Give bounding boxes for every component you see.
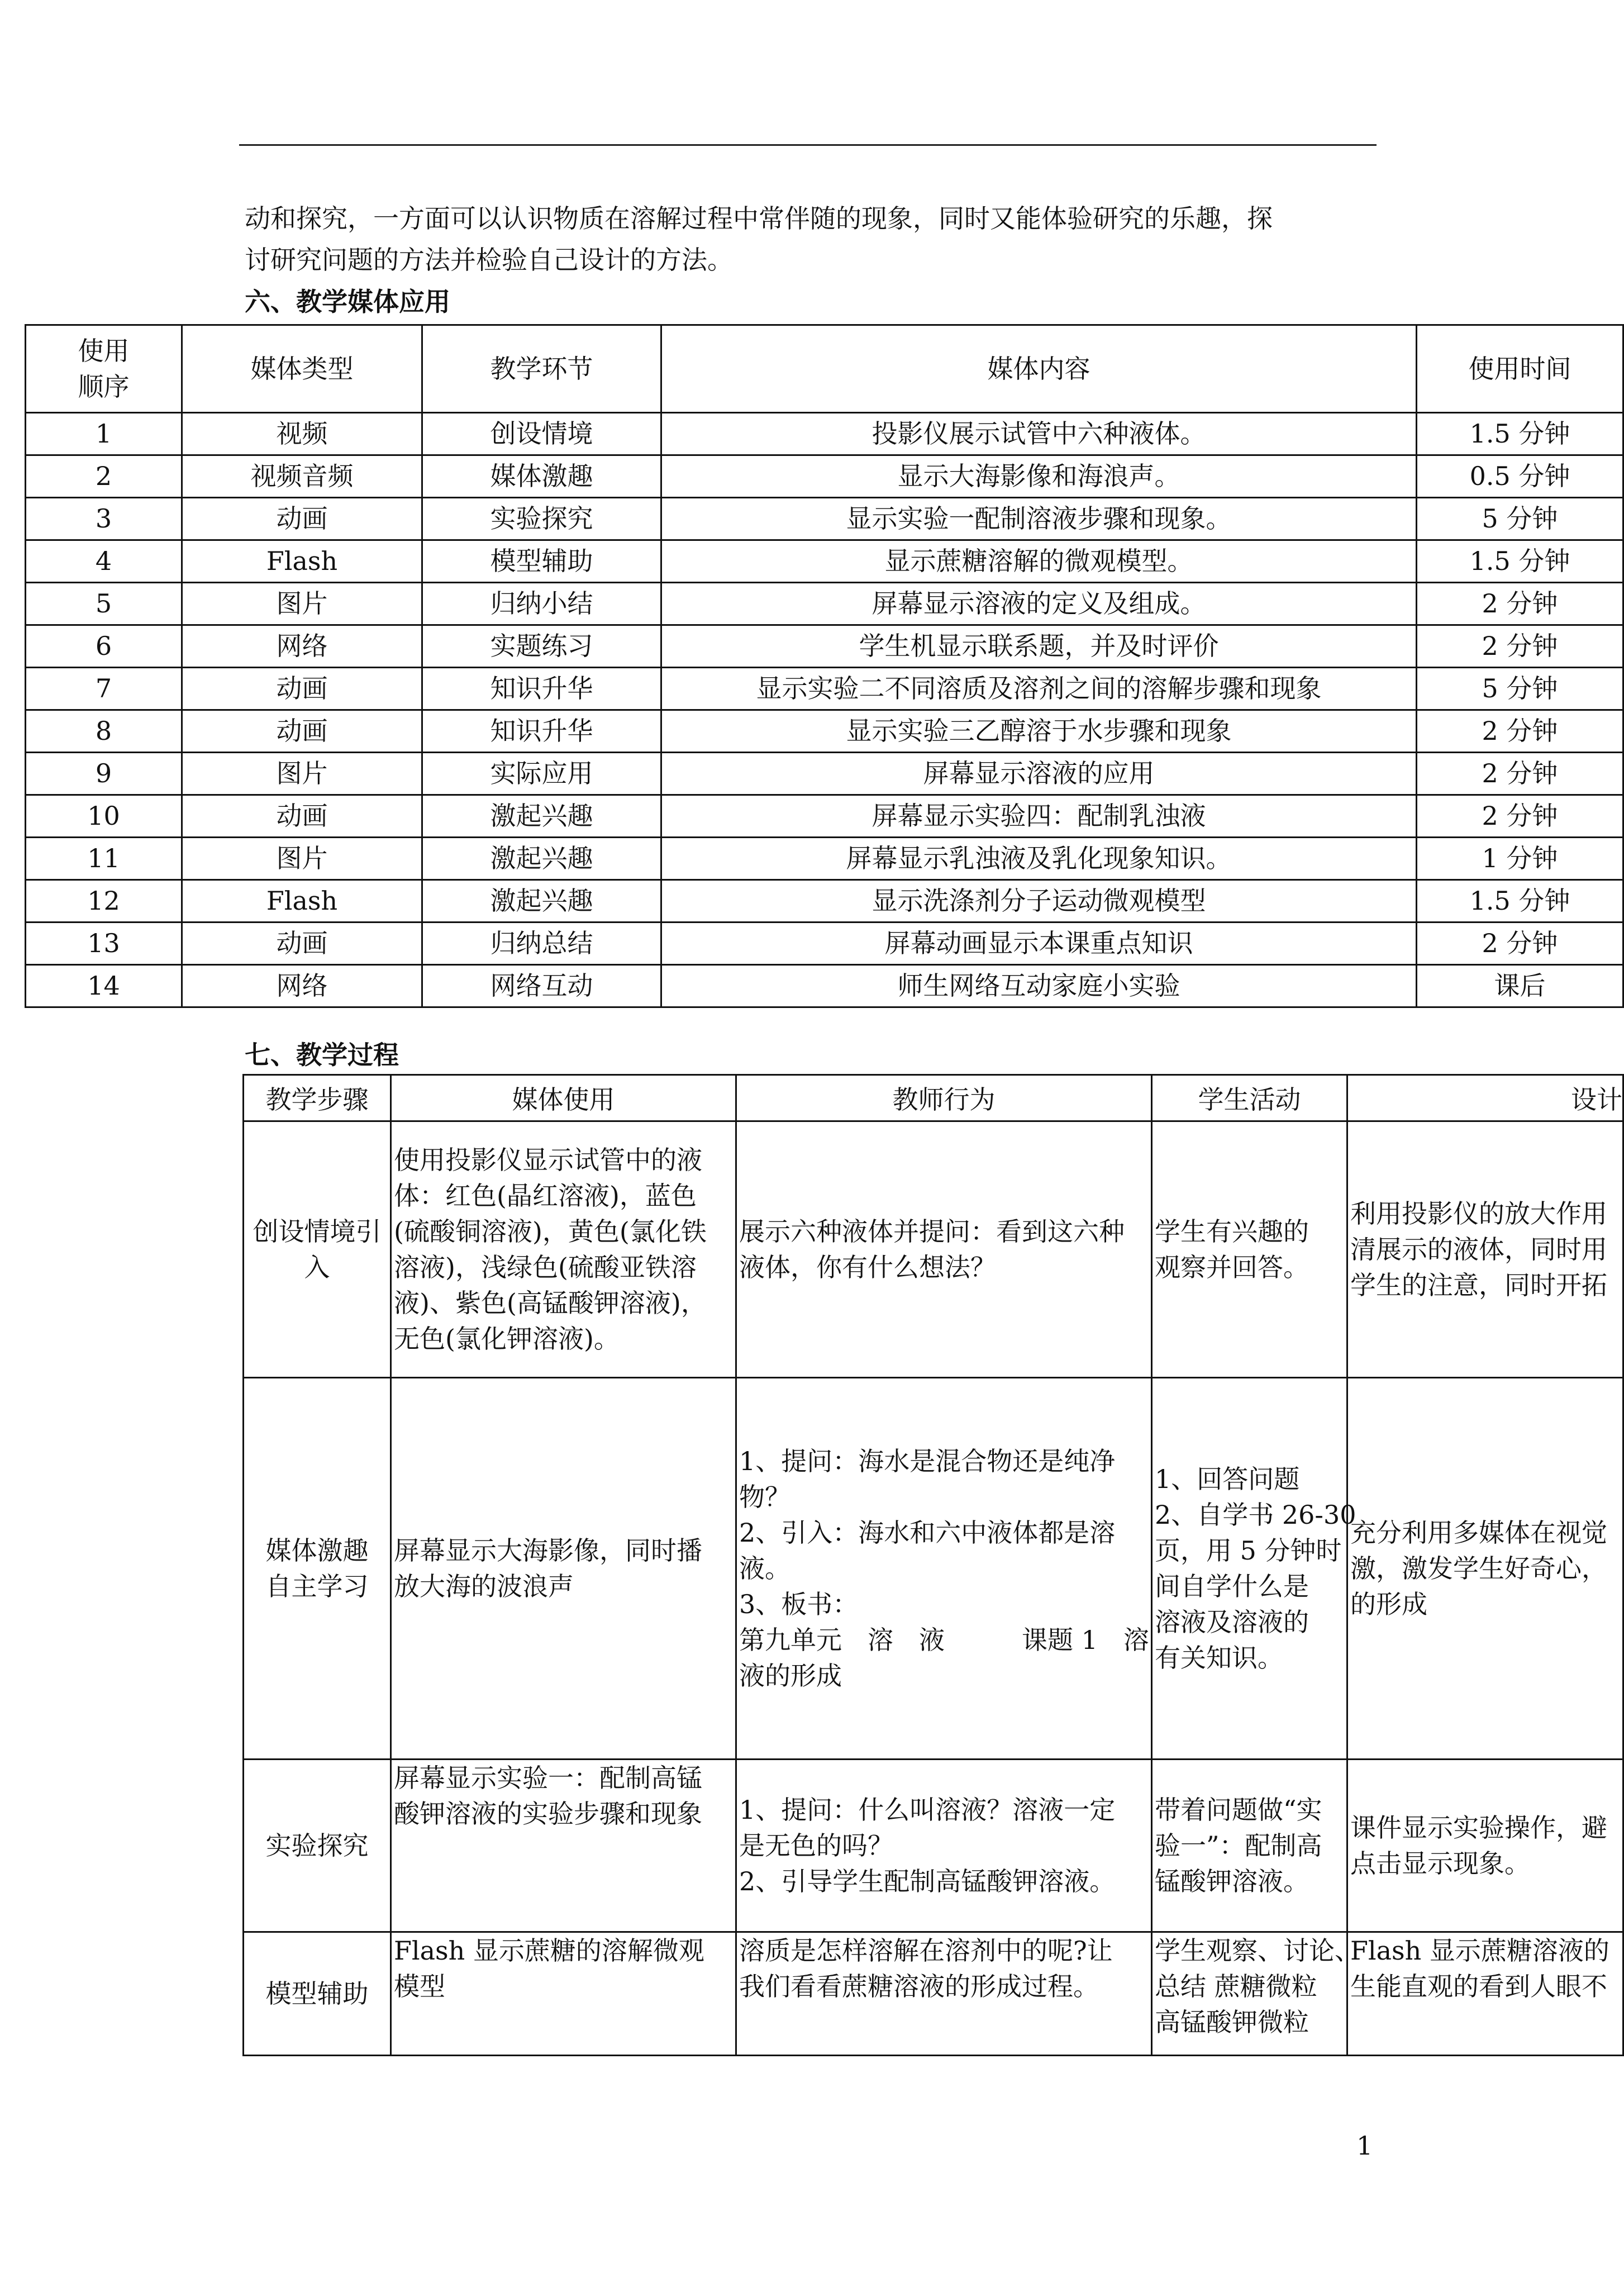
cell-text-line: 入 [304,1252,330,1282]
section-7-heading: 七、教学过程 [245,1040,399,1070]
cell-media-type: 视频音频 [182,455,422,498]
cell-order: 11 [26,838,182,880]
cell-media-type: 网络 [182,965,422,1007]
cell-teaching-stage: 激起兴趣 [422,838,661,880]
cell-text-line: 1、提问：海水是混合物还是纯净 [739,1446,1116,1476]
cell-usage-time: 课后 [1417,965,1623,1007]
cell-teaching-stage: 实际应用 [422,753,661,795]
cell-text-line: 溶质是怎样溶解在溶剂中的呢?让 [739,1936,1113,1966]
cell-media-content: 学生机显示联系题，并及时评价 [661,625,1417,668]
cell-media-use [391,1121,736,1378]
cell-text-line: 激，激发学生好奇心， [1350,1553,1607,1584]
cell-order: 13 [26,923,182,965]
cell-media-content: 显示洗涤剂分子运动微观模型 [661,880,1417,923]
header-teaching-stage: 教学环节 [422,325,661,413]
cell-usage-time: 5 分钟 [1417,498,1623,540]
media-table-header-row [26,325,1623,413]
cell-text-line: 放大海的波浪声 [394,1571,574,1601]
cell-text-line: 高锰酸钾微粒 [1155,2007,1309,2037]
cell-teacher-behavior [736,1760,1152,1932]
cell-order: 3 [26,498,182,540]
cell-media-type: Flash [182,880,422,923]
cell-student-activity [1152,1378,1356,1760]
cell-text-line: 酸钾溶液的实验步骤和现象 [394,1799,702,1829]
cell-teaching-stage: 媒体激趣 [422,455,661,498]
media-table-row [26,880,1623,923]
cell-media-content: 显示大海影像和海浪声。 [661,455,1417,498]
cell-teaching-step [244,1378,391,1760]
cell-text-line: 间自学什么是 [1155,1571,1309,1601]
cell-media-content: 屏幕显示溶液的应用 [661,753,1417,795]
header-teaching-step: 教学步骤 [244,1075,391,1121]
cell-usage-time: 2 分钟 [1417,625,1623,668]
cell-teaching-stage: 实题练习 [422,625,661,668]
cell-media-use [391,1932,736,2056]
cell-text-line: 2、自学书 26-30 [1155,1500,1356,1530]
teaching-process-table [242,1074,1624,2056]
media-table-row [26,965,1623,1007]
cell-design-intent [1347,1932,1623,2056]
cell-text-line: Flash 显示蔗糖的溶解微观 [394,1936,704,1966]
cell-teaching-step [244,1760,391,1932]
cell-text-line: 有关知识。 [1155,1643,1283,1673]
header-media-use: 媒体使用 [391,1075,736,1121]
cell-media-content: 屏幕显示溶液的定义及组成。 [661,583,1417,625]
cell-media-type: Flash [182,540,422,583]
media-table-row [26,668,1623,710]
media-table-row [26,583,1623,625]
section-6-heading: 六、教学媒体应用 [245,287,450,317]
cell-text-line: 生能直观的看到人眼不 [1350,1971,1607,2001]
cell-text-line: 总结 蔗糖微粒 [1155,1971,1317,2001]
cell-media-content: 显示蔗糖溶解的微观模型。 [661,540,1417,583]
cell-text-line: 液)、紫色(高锰酸钾溶液)， [394,1288,707,1318]
cell-text-line: 液体，你有什么想法？ [739,1252,996,1282]
cell-design-intent [1347,1760,1623,1932]
cell-media-content: 屏幕显示实验四：配制乳浊液 [661,795,1417,838]
media-table-row [26,753,1623,795]
cell-teaching-stage: 知识升华 [422,710,661,753]
media-table-row [26,540,1623,583]
cell-media-content: 显示实验二不同溶质及溶剂之间的溶解步骤和现象 [661,668,1417,710]
cell-text-line: 验一”：配制高 [1155,1830,1322,1861]
cell-usage-time: 2 分钟 [1417,583,1623,625]
cell-order: 2 [26,455,182,498]
cell-order: 5 [26,583,182,625]
cell-text-line: 观察并回答。 [1155,1252,1309,1282]
process-table-row [244,1760,1623,1932]
cell-media-type: 动画 [182,795,422,838]
process-table-row [244,1932,1623,2056]
media-table-row [26,838,1623,880]
cell-media-type: 图片 [182,753,422,795]
cell-usage-time: 1.5 分钟 [1417,880,1623,923]
cell-text-line: 利用投影仪的放大作用 [1350,1199,1607,1229]
cell-text-line: 屏幕显示实验一：配制高锰 [394,1763,702,1793]
cell-usage-time: 1.5 分钟 [1417,540,1623,583]
cell-teaching-stage: 归纳总结 [422,923,661,965]
cell-media-type: 动画 [182,668,422,710]
cell-order: 7 [26,668,182,710]
cell-text-line: 课件显示实验操作，避 [1350,1813,1607,1843]
intro-paragraph-line-2: 讨研究问题的方法并检验自己设计的方法。 [245,245,733,275]
cell-text-line: 学生的注意，同时开拓 [1350,1270,1607,1300]
cell-text-line: 实验探究 [265,1830,369,1861]
cell-text-line: 2、引导学生配制高锰酸钾溶液。 [739,1866,1116,1896]
cell-teaching-stage: 实验探究 [422,498,661,540]
cell-text-line: 点击显示现象。 [1350,1848,1530,1879]
cell-order: 10 [26,795,182,838]
cell-student-activity [1152,1932,1360,2056]
process-table-row [244,1378,1623,1760]
cell-text-line: 我们看看蔗糖溶液的形成过程。 [739,1971,1099,2001]
cell-usage-time: 1 分钟 [1417,838,1623,880]
cell-text-line: 3、板书： [739,1589,859,1619]
header-teacher-behavior: 教师行为 [736,1075,1152,1121]
cell-order: 8 [26,710,182,753]
header-media-type: 媒体类型 [182,325,422,413]
cell-teaching-step [244,1932,391,2056]
cell-student-activity [1152,1121,1347,1378]
cell-teacher-behavior [736,1378,1152,1760]
media-table-row [26,625,1623,668]
cell-design-intent [1347,1378,1623,1760]
cell-teacher-behavior [736,1932,1152,2056]
cell-order: 14 [26,965,182,1007]
cell-text-line: 充分利用多媒体在视觉 [1350,1518,1607,1548]
media-application-table [25,324,1624,1008]
cell-teaching-stage: 归纳小结 [422,583,661,625]
header-order: 使用 顺序 [26,325,182,413]
cell-media-content: 投影仪展示试管中六种液体。 [661,413,1417,455]
process-table-row [244,1121,1623,1378]
cell-usage-time: 2 分钟 [1417,753,1623,795]
cell-teaching-stage: 激起兴趣 [422,880,661,923]
cell-text-line: 液。 [739,1553,790,1584]
cell-design-intent [1347,1121,1623,1378]
cell-text-line: 自主学习 [265,1571,369,1601]
cell-text-line: 是无色的吗？ [739,1830,893,1861]
cell-text-line: 锰酸钾溶液。 [1155,1866,1309,1896]
cell-text-line: 展示六种液体并提问：看到这六种 [739,1216,1125,1247]
header-media-content: 媒体内容 [661,325,1417,413]
cell-usage-time: 2 分钟 [1417,795,1623,838]
cell-usage-time: 0.5 分钟 [1417,455,1623,498]
cell-media-content: 师生网络互动家庭小实验 [661,965,1417,1007]
cell-media-type: 网络 [182,625,422,668]
cell-text-line: 屏幕显示大海影像，同时播 [394,1535,702,1566]
cell-teaching-stage: 模型辅助 [422,540,661,583]
header-usage-time: 使用时间 [1417,325,1623,413]
cell-text-line: Flash 显示蔗糖溶液的 [1350,1936,1609,1966]
cell-usage-time: 2 分钟 [1417,710,1623,753]
header-design-intent: 设计 [1347,1075,1623,1121]
cell-order: 6 [26,625,182,668]
cell-text-line: 体：红色(晶红溶液)，蓝色 [394,1181,697,1211]
cell-order: 1 [26,413,182,455]
cell-text-line: 无色(氯化钾溶液)。 [394,1324,620,1354]
cell-student-activity [1152,1760,1347,1932]
media-table-row [26,795,1623,838]
cell-order: 9 [26,753,182,795]
media-table-row [26,923,1623,965]
cell-text-line: 模型 [394,1971,445,2001]
media-table-row [26,413,1623,455]
cell-text-line: 第九单元 溶 液 课题 1 溶 [739,1625,1149,1655]
cell-teaching-stage: 网络互动 [422,965,661,1007]
cell-text-line: 页，用 5 分钟时 [1155,1535,1342,1566]
header-rule [239,144,1377,146]
cell-media-type: 动画 [182,923,422,965]
page-number: 1 [1356,2131,1373,2161]
cell-order: 12 [26,880,182,923]
cell-media-type: 动画 [182,498,422,540]
cell-media-content: 屏幕动画显示本课重点知识 [661,923,1417,965]
header-student-activity: 学生活动 [1152,1075,1347,1121]
cell-media-content: 显示实验三乙醇溶于水步骤和现象 [661,710,1417,753]
cell-media-use [391,1378,736,1760]
cell-text-line: 液的形成 [739,1661,842,1691]
cell-text-line: 清展示的液体，同时用 [1350,1234,1607,1264]
cell-order: 4 [26,540,182,583]
media-table-row [26,710,1623,753]
process-table-header-row [244,1075,1623,1121]
media-table-row [26,498,1623,540]
cell-media-use [391,1760,736,1932]
cell-media-type: 动画 [182,710,422,753]
cell-media-content: 屏幕显示乳浊液及乳化现象知识。 [661,838,1417,880]
cell-text-line: 的形成 [1350,1589,1427,1619]
cell-teaching-stage: 激起兴趣 [422,795,661,838]
cell-text-line: 溶液及溶液的 [1155,1607,1309,1637]
cell-text-line: 溶液)，浅绿色(硫酸亚铁溶 [394,1252,697,1282]
cell-teaching-stage: 创设情境 [422,413,661,455]
cell-text-line: 2、引入：海水和六中液体都是溶 [739,1518,1116,1548]
cell-text-line: 1、提问：什么叫溶液？溶液一定 [739,1795,1116,1825]
cell-teacher-behavior [736,1121,1152,1378]
cell-text-line: 物？ [739,1482,790,1512]
cell-teaching-step [244,1121,391,1378]
cell-text-line: 学生观察、讨论、 [1155,1936,1360,1966]
cell-text-line: 1、回答问题 [1155,1464,1300,1494]
cell-media-type: 图片 [182,838,422,880]
cell-teaching-stage: 知识升华 [422,668,661,710]
cell-text-line: 创设情境引 [253,1216,382,1247]
cell-media-type: 图片 [182,583,422,625]
cell-text-line: 带着问题做“实 [1155,1795,1322,1825]
cell-usage-time: 1.5 分钟 [1417,413,1623,455]
cell-usage-time: 5 分钟 [1417,668,1623,710]
cell-media-type: 视频 [182,413,422,455]
cell-usage-time: 2 分钟 [1417,923,1623,965]
cell-media-content: 显示实验一配制溶液步骤和现象。 [661,498,1417,540]
cell-text-line: 媒体激趣 [265,1535,369,1566]
cell-text-line: (硫酸铜溶液)，黄色(氯化铁 [394,1216,707,1247]
media-table-row [26,455,1623,498]
intro-paragraph-line-1: 动和探究，一方面可以认识物质在溶解过程中常伴随的现象，同时又能体验研究的乐趣，探 [245,203,1273,234]
cell-text-line: 学生有兴趣的 [1155,1216,1309,1247]
cell-text-line: 使用投影仪显示试管中的液 [394,1145,702,1175]
cell-text-line: 模型辅助 [265,1979,369,2009]
